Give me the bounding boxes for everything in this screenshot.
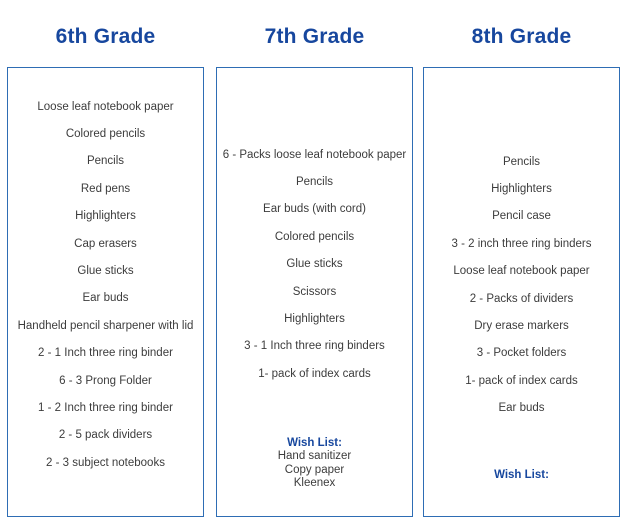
list-item: Ear buds [82, 292, 129, 305]
supply-box-8th [423, 67, 620, 517]
list-item: Highlighters [284, 313, 345, 326]
grade-title-6th: 6th Grade [55, 25, 156, 48]
list-item: 3 - 1 Inch three ring binders [244, 340, 385, 353]
wish-list-label-7th: Wish List: [287, 436, 342, 449]
list-item: Loose leaf notebook paper [37, 100, 174, 113]
list-item: Highlighters [75, 210, 136, 223]
list-item: Kleenex [293, 477, 336, 490]
list-item: Cap erasers [74, 237, 137, 250]
list-item: Dry erase markers [474, 320, 569, 333]
list-item: 3 - 2 inch three ring binders [451, 237, 592, 250]
list-item: 1- pack of index cards [465, 374, 578, 387]
list-item: Hand sanitizer [277, 450, 352, 463]
wish-list-8th [424, 468, 619, 482]
list-item: 2 - 3 subject notebooks [46, 456, 165, 469]
wish-list-7th [217, 436, 412, 490]
grade-column-7th [216, 0, 413, 490]
supply-item-list-6th [8, 93, 203, 476]
list-item: Loose leaf notebook paper [453, 265, 590, 278]
supply-item-list-7th [217, 141, 412, 388]
list-item: Pencils [86, 155, 125, 168]
list-item: Handheld pencil sharpener with lid [17, 319, 194, 332]
list-item: Ear buds (with cord) [263, 203, 366, 216]
list-item: 2 - Packs of dividers [469, 292, 574, 305]
grade-title-8th: 8th Grade [471, 25, 572, 48]
list-item: Red pens [80, 182, 131, 195]
list-item: 6 - Packs loose leaf notebook paper [222, 148, 407, 161]
wish-list-label-8th: Wish List: [494, 468, 549, 481]
list-item: Scissors [292, 285, 337, 298]
list-item: 1 - 2 Inch three ring binder [38, 401, 173, 414]
list-item: Colored pencils [65, 128, 146, 141]
grade-column-6th [7, 0, 204, 480]
list-item: 2 - 1 Inch three ring binder [38, 347, 173, 360]
list-item: 1- pack of index cards [258, 367, 371, 380]
list-item: Ear buds [498, 402, 545, 415]
supply-item-list-8th [424, 148, 619, 422]
list-item: Copy paper [284, 463, 345, 476]
grade-column-8th [423, 0, 620, 480]
list-item: Pencils [295, 176, 334, 189]
list-item: 2 - 5 pack dividers [58, 429, 153, 442]
supply-box-7th [216, 67, 413, 517]
list-item: Pencil case [492, 210, 551, 223]
list-item: Highlighters [491, 183, 552, 196]
list-item: Glue sticks [286, 258, 343, 271]
grade-title-7th: 7th Grade [264, 25, 365, 48]
list-item: Glue sticks [77, 265, 134, 278]
list-item: 3 - Pocket folders [476, 347, 567, 360]
list-item: 6 - 3 Prong Folder [59, 374, 152, 387]
supply-box-6th [7, 67, 204, 517]
list-item: Colored pencils [274, 230, 355, 243]
wish-list-items-7th [217, 450, 412, 491]
list-item: Pencils [502, 155, 541, 168]
